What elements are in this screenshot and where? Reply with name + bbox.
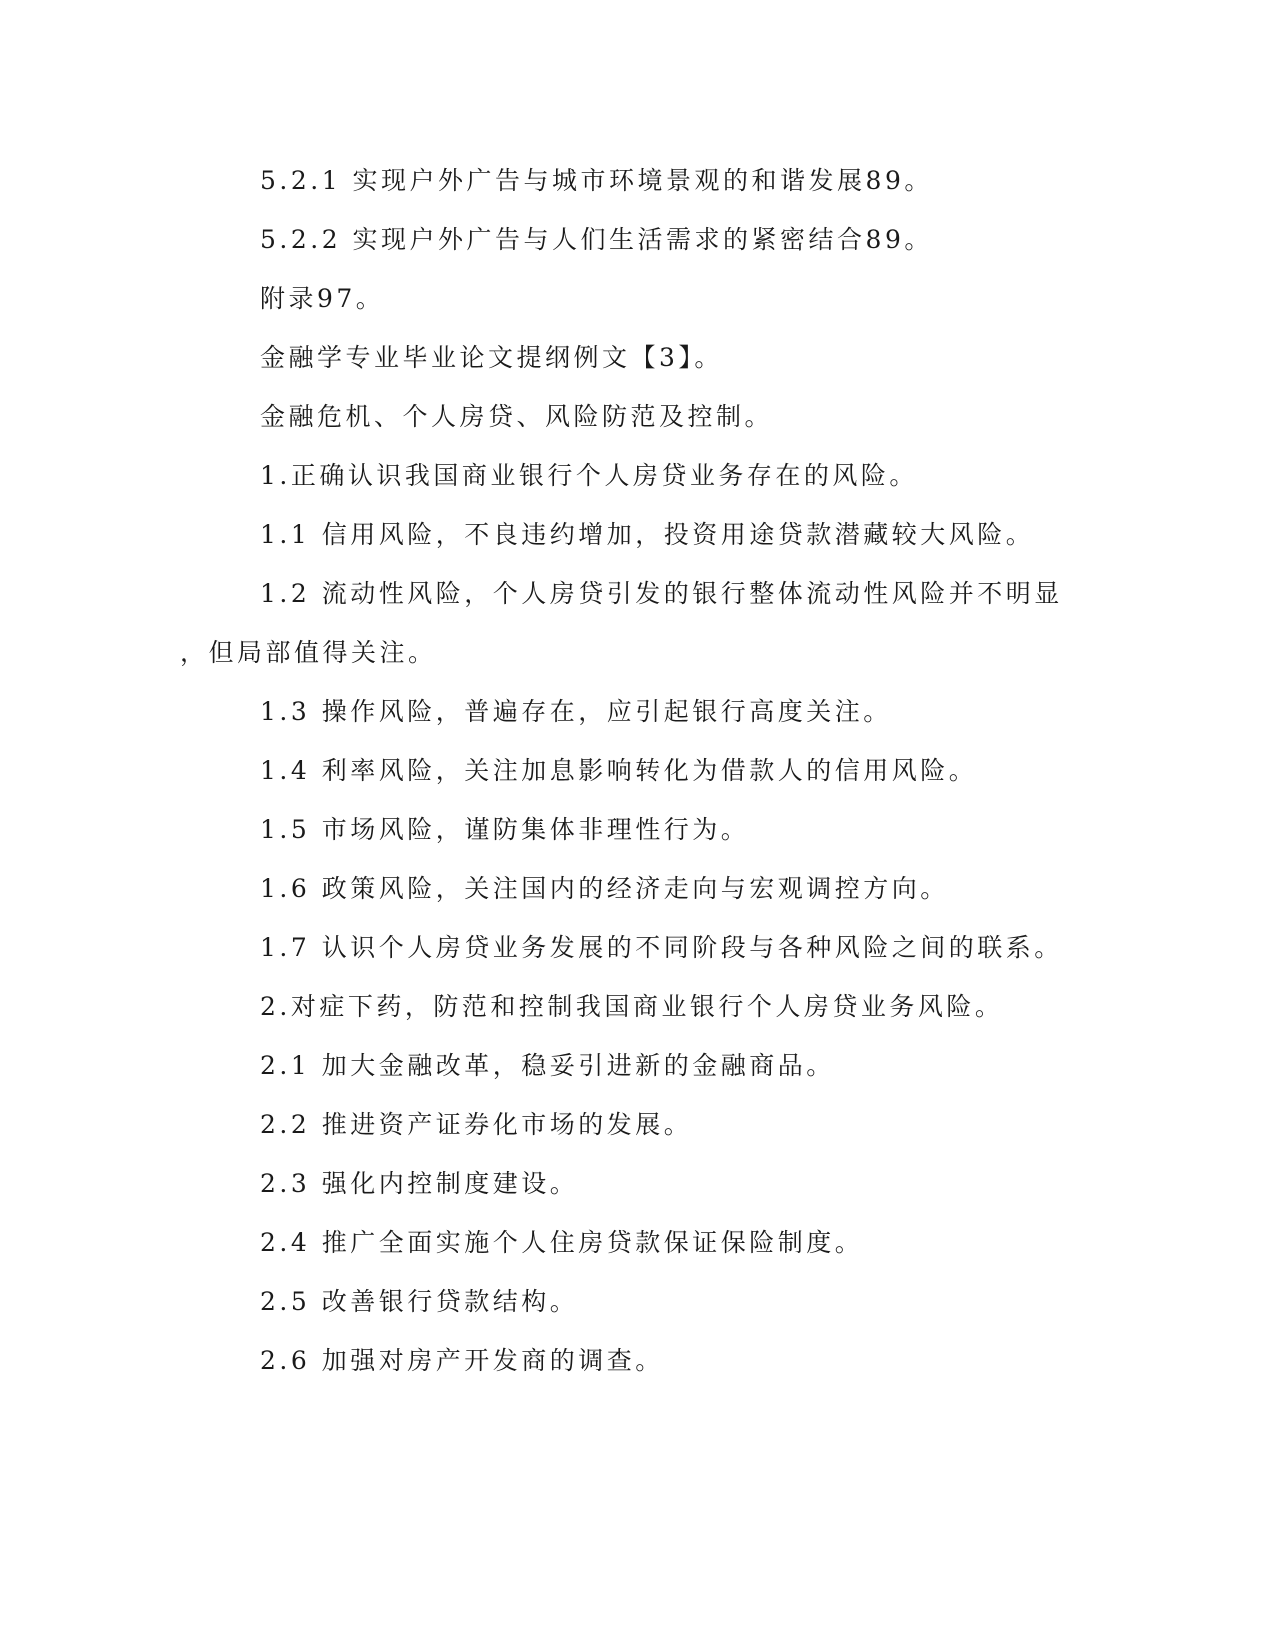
outline-line: 2.5 改善银行贷款结构。 [260,1287,579,1316]
outline-line: 1.2 流动性风险，个人房贷引发的银行整体流动性风险并不明显 [260,579,1063,608]
outline-line: 1.3 操作风险，普遍存在，应引起银行高度关注。 [260,697,892,726]
outline-line: 5.2.1 实现户外广告与城市环境景观的和谐发展89。 [260,166,933,195]
outline-line: 2.1 加大金融改革，稳妥引进新的金融商品。 [260,1051,835,1080]
outline-line: 2.4 推广全面实施个人住房贷款保证保险制度。 [260,1228,864,1257]
outline-line: 1.6 政策风险，关注国内的经济走向与宏观调控方向。 [260,874,949,903]
section-heading: 金融学专业毕业论文提纲例文【3】。 [260,343,723,372]
outline-line: 附录97。 [260,284,385,313]
outline-line: 1.1 信用风险，不良违约增加，投资用途贷款潜藏较大风险。 [260,520,1035,549]
outline-line-continuation: ，但局部值得关注。 [180,638,437,667]
outline-line: 5.2.2 实现户外广告与人们生活需求的紧密结合89。 [260,225,933,254]
outline-line: 1.7 认识个人房贷业务发展的不同阶段与各种风险之间的联系。 [260,933,1063,962]
outline-line: 1.5 市场风险，谨防集体非理性行为。 [260,815,750,844]
outline-line: 1.4 利率风险，关注加息影响转化为借款人的信用风险。 [260,756,978,785]
outline-line: 1.正确认识我国商业银行个人房贷业务存在的风险。 [260,461,918,490]
outline-line: 2.对症下药，防范和控制我国商业银行个人房贷业务风险。 [260,992,1004,1021]
keywords-line: 金融危机、个人房贷、风险防范及控制。 [260,402,774,431]
outline-line: 2.2 推进资产证券化市场的发展。 [260,1110,693,1139]
outline-line: 2.6 加强对房产开发商的调查。 [260,1346,664,1375]
outline-line: 2.3 强化内控制度建设。 [260,1169,579,1198]
